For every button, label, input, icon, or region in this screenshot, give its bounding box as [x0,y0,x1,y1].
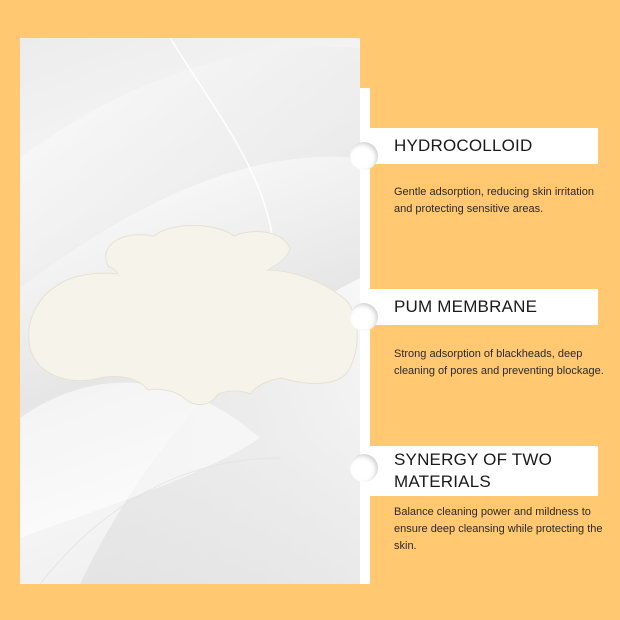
feature-title: HYDROCOLLOID [394,136,533,155]
feature-description: Balance cleaning power and mildness to ensure deep cleansing while protecting the skin. [394,506,603,552]
feature-title-box-pum-membrane [370,289,598,325]
notch-circle-icon [350,142,378,170]
feature-title-box-hydrocolloid [370,128,598,164]
feature-title: PUM MEMBRANE [394,297,538,316]
notch-circle-icon [350,303,378,331]
feather-background [20,38,360,584]
feature-description: Gentle adsorption, reducing skin irritation and protecting sensitive areas. [394,186,594,215]
product-photo-panel [20,38,360,584]
feature-title-box-synergy [370,446,598,496]
feature-description: Strong adsorption of blackheads, deep cleaning of pores and preventing blockage. [394,348,604,377]
notch-circle-icon [350,454,378,482]
nose-patch [29,226,358,405]
feature-title: SYNERGY OF TWO MATERIALS [394,450,553,491]
